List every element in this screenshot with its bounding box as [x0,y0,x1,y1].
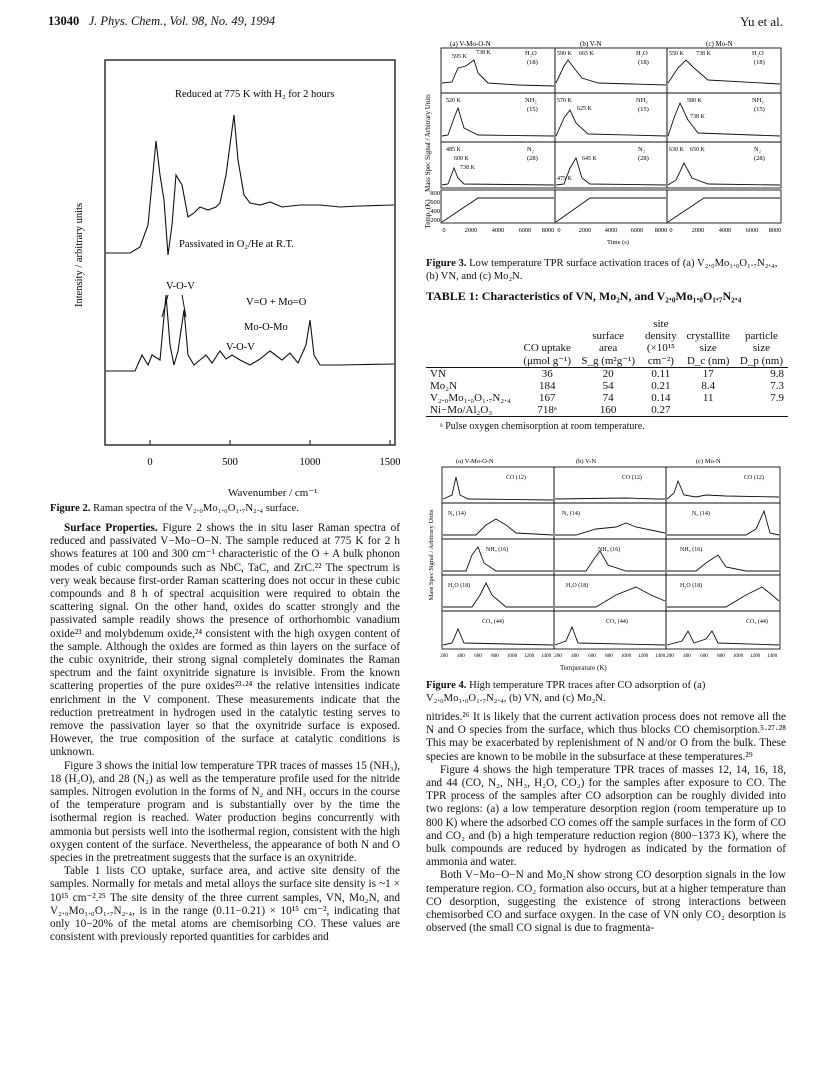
svg-text:CO₂ (44): CO₂ (44) [482,619,504,625]
svg-text:400: 400 [683,653,691,659]
table-1 [426,318,788,432]
svg-text:200: 200 [430,217,440,224]
svg-text:N₂ (14): N₂ (14) [562,511,580,517]
figure-2-ylabel: Intensity / arbitrary units [74,202,85,308]
svg-text:1400: 1400 [766,653,778,659]
svg-text:600: 600 [700,653,708,659]
figure-4-ylabel: Mass Spec Signal / Arbitrary Units [428,509,435,601]
left-paragraph-2: Figure 3 shows the initial low temperature TPR traces of masses 15 (NH₃), 18 (H₂O), and 28 (N₂) as well as the temperature profile used for the nitride samples. Nitrogen evolution in the forms of N₂ and NH₃ occurs in the course of the temperature program and is substantially over by the time the isothermal region is reached. Water production begins concurrently with ammonia but persists well into the isothermal region, consistent with the high oxygen content of the surface. Nevertheless, the appearance of both N and O species in the pretreatment suggests that the surface is an oxynitride. [50,759,400,865]
figure-3-peak-annotations [446,50,712,182]
svg-text:4000: 4000 [718,227,732,234]
left-paragraph-1: Surface Properties. Figure 2 shows the in situ laser Raman spectra of reduced and passivated V−Mo−O−N. The sample reduced at 775 K for 2 h shows features at 100 and 300 cm⁻¹ characteristic of the O + A bulk phonon modes of cubic compounds such as NbC, TaC, and ZrC.²² The spectrum is very weak because first-order Raman scattering does not occur in these cubic compounds and 8 h of spectral acquisition were required to obtain the scattering signal. On the other hand, oxides do scatter strongly and the passivated sample readily shows the presence of orthorhombic vanadium oxide²³ and molybdenum oxide,²⁴ consistent with the high oxygen content of the sample. Although the oxides are formed as thin layers on the surface of the cubic oxynitride, their strong signal completely dominates the Raman spectrum and the faint oxynitride signature is invisible. From the known scattering properties of the pure oxides²³·²⁴ the relative intensities indicate enrichment in the V component. These measurements indicate that the reduction pretreatment in hydrogen used in the catalytic testing serves to remove the passivation layer so that the oxynitride surface is exposed. However, the true composition of the surface at catalytic conditions is unknown. [50,522,400,759]
svg-text:H₂O: H₂O [525,50,537,57]
svg-text:0: 0 [669,227,673,234]
figure-4-xlabel: Temperature (K) [560,664,607,672]
figure-2-passivated-label: Passivated in O₂/He at R.T. [179,239,294,250]
svg-text:200: 200 [666,653,674,659]
svg-text:(18): (18) [754,59,765,66]
svg-text:1200: 1200 [637,653,649,659]
figure-3-panel-b-title: (b) V-N [580,40,602,48]
svg-text:200: 200 [554,653,562,659]
left-paragraph-3: Table 1 lists CO uptake, surface area, and active site density of the samples. Normally for metals and metal alloys the surface site density is ~1 × 10¹⁵ cm⁻².²⁵ The site density of the three current samples, VN, Mo₂N, and V₂.₀Mo₁.₀O₁.₇N₂.₄, is in the range (0.11−0.21) × 10¹⁵ cm⁻², indicating that only 10−20% of the metal atoms are chemisorbing CO. These values are consistent with previously reported quantities for carbides and [50,865,400,944]
svg-text:1200: 1200 [749,653,761,659]
svg-text:CO (12): CO (12) [506,475,526,481]
figure-3-panel-c-title: (c) Mo-N [706,40,733,48]
figure-4-tpr [426,455,786,663]
figure-2-tick-1000: 1000 [299,457,321,465]
table-row: Mo₂N 184 54 0.21 8.4 7.3 [430,380,784,392]
svg-text:800: 800 [430,190,440,197]
svg-text:400: 400 [430,208,440,215]
figure-2-caption-text: Raman spectra of the V₂.₀Mo₁.₀O₁.₇N₂.₄ surface. [93,503,299,514]
right-column-text [426,711,786,935]
svg-text:(28): (28) [527,155,538,162]
figure-3-ylabel-temp: Temp. (K) [424,199,432,229]
svg-text:NH₃: NH₃ [636,97,648,104]
svg-text:(15): (15) [527,106,538,113]
journal-citation: J. Phys. Chem., Vol. 98, No. 49, 1994 [88,14,276,28]
table-1-header-row-4: (μmol g⁻¹) S_g (m²g⁻¹) cm⁻²) D_c (nm) D_p (nm) [426,354,788,368]
svg-text:4000: 4000 [491,227,505,234]
svg-text:H₂O: H₂O [636,50,648,57]
figure-3-xlabel: Time (s) [607,239,629,246]
svg-text:1200: 1200 [523,653,535,659]
figure-4-caption [426,680,786,705]
svg-text:H₂O (18): H₂O (18) [680,583,703,589]
svg-text:CO₂ (44): CO₂ (44) [746,619,768,625]
svg-text:738 K: 738 K [690,114,705,120]
svg-text:NH₃: NH₃ [752,97,764,104]
svg-text:738 K: 738 K [460,165,475,171]
svg-text:600 K: 600 K [454,156,469,162]
svg-text:8000: 8000 [541,227,555,234]
svg-text:570 K: 570 K [557,98,572,104]
figure-2-frame [105,60,395,445]
figure-2-vov-label-2: V-O-V [226,342,255,353]
svg-text:NH₃: NH₃ [525,97,537,104]
table-row: Ni−Mo/Al₂O₃ 718ᵃ 160 0.27 [426,404,788,417]
table-row: V₂.₀Mo₁.₀O₁.₇N₂.₄ 167 74 0.14 11 7.9 [430,392,784,404]
svg-text:2000: 2000 [578,227,592,234]
svg-text:595 K: 595 K [452,54,467,60]
figure-4-panel-b-title: (b) V-N [576,458,597,465]
svg-text:H₂O: H₂O [752,50,764,57]
table-1-header-row-3: CO uptake area (×10¹⁵ size size [523,342,770,354]
right-paragraph-3: Both V−Mo−O−N and Mo₂N show strong CO desorption signals in the low temperature region. CO₂ formation also occurs, but at a higher temperature than CO desorption, suggesting the existence of strong interactions between chemisorbed CO and surface oxygen. In the case of VN only CO₂ desorption is observed (the small CO signal is due to fragmenta- [426,869,786,935]
figure-3-traces [442,60,780,185]
figure-3-caption-label: Figure 3. [426,258,467,269]
svg-text:0: 0 [557,227,561,234]
svg-text:650 K: 650 K [690,147,705,153]
figure-4-species-labels [448,474,768,625]
figure-2-xlabel: Wavenumber / cm⁻¹ [228,487,318,499]
svg-text:520 K: 520 K [446,98,461,104]
figure-4-caption-label: Figure 4. [426,680,467,691]
svg-text:N₂: N₂ [527,146,534,153]
svg-text:N₂ (14): N₂ (14) [448,511,466,517]
svg-text:CO (12): CO (12) [622,475,642,481]
table-1-title-text: Characteristics of VN, Mo₂N, and V₂.₀Mo₁.₀O₁.₇N₂.₄ [481,289,742,303]
table-1-title [426,290,786,303]
table-1-label: TABLE 1: [426,289,479,303]
figure-3-tpr [418,38,788,250]
svg-text:NH₃ (16): NH₃ (16) [598,547,621,553]
svg-text:600: 600 [588,653,596,659]
figure-2-raman [60,55,400,465]
figure-2-reduced-trace [106,115,394,255]
svg-text:665 K: 665 K [579,51,594,57]
figure-4-temp-ticks [440,653,777,659]
table-1-header-row-1: site [653,318,669,330]
figure-3-caption [426,258,786,283]
figure-2-tick-0: 0 [147,457,153,465]
page-header-authors: Yu et al. [740,14,783,29]
svg-text:CO (12): CO (12) [744,475,764,481]
figure-2-x-ticks [147,440,400,465]
svg-text:6000: 6000 [518,227,532,234]
figure-3-panel-a-title: (a) V-Mo-O-N [450,40,491,48]
svg-text:1000: 1000 [506,653,518,659]
svg-text:6000: 6000 [745,227,759,234]
svg-text:485 K: 485 K [446,147,461,153]
table-1-grid [426,318,788,417]
svg-text:550 K: 550 K [669,51,684,57]
svg-text:475 K: 475 K [557,176,572,182]
svg-text:NH₃ (16): NH₃ (16) [486,547,509,553]
svg-text:580 K: 580 K [687,98,702,104]
svg-text:625 K: 625 K [577,106,592,112]
figure-2-caption-label: Figure 2. [50,503,91,514]
right-paragraph-2: Figure 4 shows the high temperature TPR traces of masses 12, 14, 16, 18, and 44 (CO, N₂, NH₃, H₂O, CO₂) for the samples after exposure to CO. The TPR process of the samples after CO adsorption can be roughly divided into two regions: (a) a low temperature desorption region (room temperature up to 800 K) where the adsorbed CO comes off the sample surfaces in the form of CO and CO₂ and (b) a high temperature reduction region (800−1373 K), where the bulk compounds are reduced by hydrogen as indicated by the formation of ammonia and water. [426,763,786,869]
page-number: 13040 [48,14,80,28]
svg-text:2000: 2000 [464,227,478,234]
figure-2-vo-moo-label: V=O + Mo=O [246,297,307,308]
svg-text:590 K: 590 K [557,51,572,57]
figure-3-temp-profiles [442,198,780,222]
svg-text:(15): (15) [638,106,649,113]
figure-3-species-labels [525,50,765,162]
svg-text:1400: 1400 [540,653,552,659]
svg-text:1400: 1400 [654,653,666,659]
svg-text:H₂O (18): H₂O (18) [448,583,471,589]
svg-text:4000: 4000 [604,227,618,234]
svg-text:(28): (28) [638,155,649,162]
svg-text:645 K: 645 K [582,156,597,162]
svg-text:630 K: 630 K [669,147,684,153]
svg-text:200: 200 [440,653,448,659]
page-header-left [48,14,275,29]
figure-2-tick-500: 500 [222,457,238,465]
svg-text:400: 400 [571,653,579,659]
svg-text:1000: 1000 [620,653,632,659]
figure-3-caption-text: Low temperature TPR surface activation traces of (a) V₂.₀Mo₁.₀O₁.₇N₂.₄, (b) VN, and (c) Mo₂N. [426,258,778,282]
svg-text:800: 800 [717,653,725,659]
svg-text:2000: 2000 [691,227,705,234]
left-column-text [50,522,400,945]
svg-text:NH₃ (16): NH₃ (16) [680,547,703,553]
figure-3-ylabel-signal: Mass Spec Signal / Arbitrary Units [424,94,432,192]
svg-text:8000: 8000 [654,227,668,234]
svg-text:738 K: 738 K [476,50,491,56]
svg-text:6000: 6000 [630,227,644,234]
svg-text:(18): (18) [638,59,649,66]
figure-3-time-ticks [442,227,781,234]
svg-text:N₂: N₂ [638,146,645,153]
figure-2-vov-label-1: V-O-V [166,281,195,292]
figure-4-panel-c-title: (c) Mo-N [696,458,721,465]
figure-2-momo-label: Mo-O-Mo [244,322,288,333]
svg-text:H₂O (18): H₂O (18) [566,583,589,589]
svg-text:400: 400 [457,653,465,659]
figure-4-caption-text: High temperature TPR traces after CO adsorption of (a) V₂.₀Mo₁.₀O₁.₇N₂.₄, (b) VN, and (c) Mo₂N. [426,680,706,704]
table-row: VN 36 20 0.11 17 9.8 [430,368,784,380]
svg-text:N₂: N₂ [754,146,761,153]
svg-text:1000: 1000 [732,653,744,659]
svg-text:(15): (15) [754,106,765,113]
table-1-header-row-2: surface density crystallite particle [592,330,778,342]
figure-2-tick-1500: 1500 [379,457,400,465]
section-heading-surface-properties: Surface Properties. [64,522,158,534]
table-1-footnote: ᵃ Pulse oxygen chemisorption at room temperature. [440,421,645,432]
svg-text:N₂ (14): N₂ (14) [692,511,710,517]
figure-4-panel-a-title: (a) V-Mo-O-N [456,458,494,465]
svg-text:600: 600 [474,653,482,659]
svg-text:738 K: 738 K [696,51,711,57]
svg-text:0: 0 [442,227,446,234]
svg-text:800: 800 [491,653,499,659]
svg-text:8000: 8000 [768,227,782,234]
right-paragraph-1: nitrides.²⁶ It is likely that the current activation process does not remove all the N and O species from the surface, which thus blocks CO chemisorption.⁵·²⁷·²⁸ This may be exacerbated by replenishment of N and/or O from the bulk. These species are known to be mobile in the subsurface at these temperatures.²⁹ [426,711,786,763]
figure-2-reduced-label: Reduced at 775 K with H₂ for 2 hours [175,89,335,100]
svg-text:CO₂ (44): CO₂ (44) [606,619,628,625]
svg-text:800: 800 [605,653,613,659]
svg-text:(18): (18) [527,59,538,66]
svg-text:600: 600 [430,199,440,206]
figure-2-caption [50,503,400,516]
svg-text:(28): (28) [754,155,765,162]
